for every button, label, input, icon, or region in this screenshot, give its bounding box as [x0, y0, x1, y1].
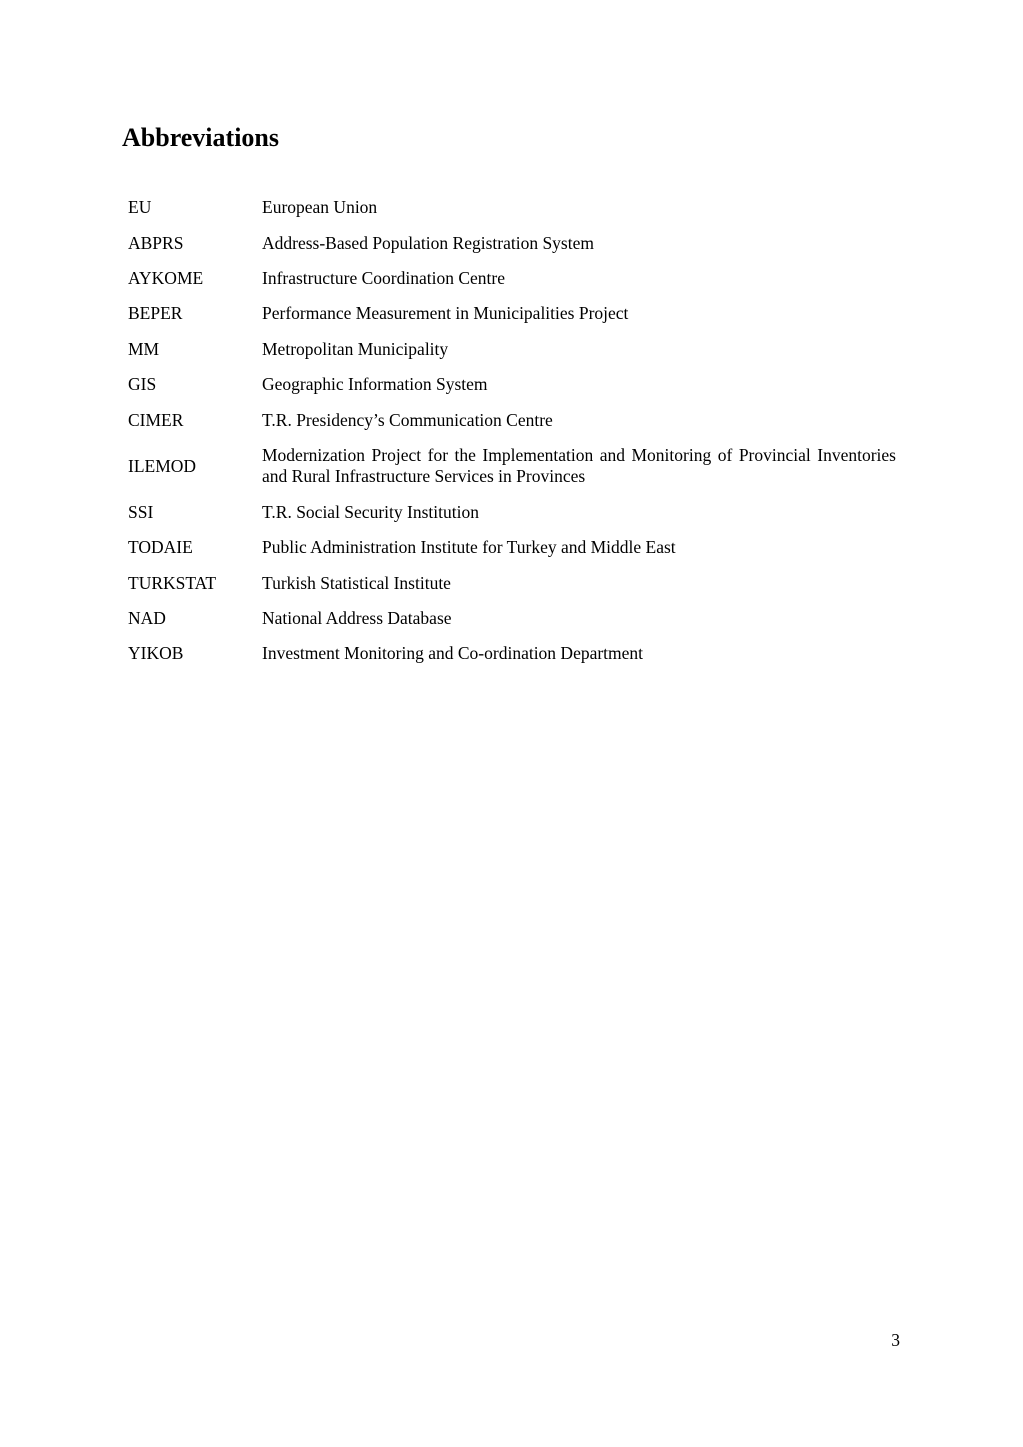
abbreviation: NAD — [128, 608, 166, 629]
abbreviation-definition: Address-Based Population Registration System — [262, 232, 594, 253]
abbreviation: TURKSTAT — [128, 572, 217, 593]
table-row — [128, 636, 896, 671]
abbreviation-definition: Investment Monitoring and Co-ordination Department — [262, 643, 644, 664]
abbreviation: TODAIE — [128, 537, 193, 558]
table-row — [128, 367, 896, 402]
abbreviation-definition: Modernization Project for the Implementation and Monitoring of Provincial Inventories and Rural Infrastructure Services in Provinces — [262, 445, 896, 487]
abbreviation: MM — [128, 338, 160, 359]
abbreviations-table — [128, 190, 896, 672]
table-row — [128, 296, 896, 331]
abbreviation: YIKOB — [128, 643, 184, 664]
abbreviation-definition: Infrastructure Coordination Centre — [262, 267, 505, 288]
abbreviation: AYKOME — [128, 267, 204, 288]
table-row — [128, 438, 896, 495]
abbreviation-definition: Public Administration Institute for Turkey and Middle East — [262, 537, 676, 558]
table-row — [128, 566, 896, 601]
abbreviation-definition: Performance Measurement in Municipalities Project — [262, 303, 629, 324]
abbreviation-definition: Turkish Statistical Institute — [262, 572, 451, 593]
abbreviation: ABPRS — [128, 232, 184, 253]
table-row — [128, 495, 896, 530]
abbreviation-definition: Geographic Information System — [262, 374, 488, 395]
abbreviation-definition: Metropolitan Municipality — [262, 338, 449, 359]
abbreviation: GIS — [128, 374, 157, 395]
abbreviation-definition: National Address Database — [262, 608, 452, 629]
table-row — [128, 530, 896, 565]
abbreviation-definition: T.R. Presidency’s Communication Centre — [262, 409, 553, 430]
abbreviation: ILEMOD — [128, 455, 197, 476]
abbreviation: CIMER — [128, 409, 184, 430]
abbreviation: EU — [128, 197, 152, 218]
page-number: 3 — [891, 1330, 900, 1350]
table-row — [128, 402, 896, 437]
abbreviation: SSI — [128, 501, 154, 522]
page-title: Abbreviations — [122, 123, 279, 152]
abbreviation-definition: European Union — [262, 197, 378, 218]
table-row — [128, 225, 896, 260]
abbreviation: BEPER — [128, 303, 183, 324]
table-row — [128, 261, 896, 296]
table-row — [128, 190, 896, 225]
table-row — [128, 332, 896, 367]
table-row — [128, 601, 896, 636]
abbreviation-definition: T.R. Social Security Institution — [262, 501, 479, 522]
